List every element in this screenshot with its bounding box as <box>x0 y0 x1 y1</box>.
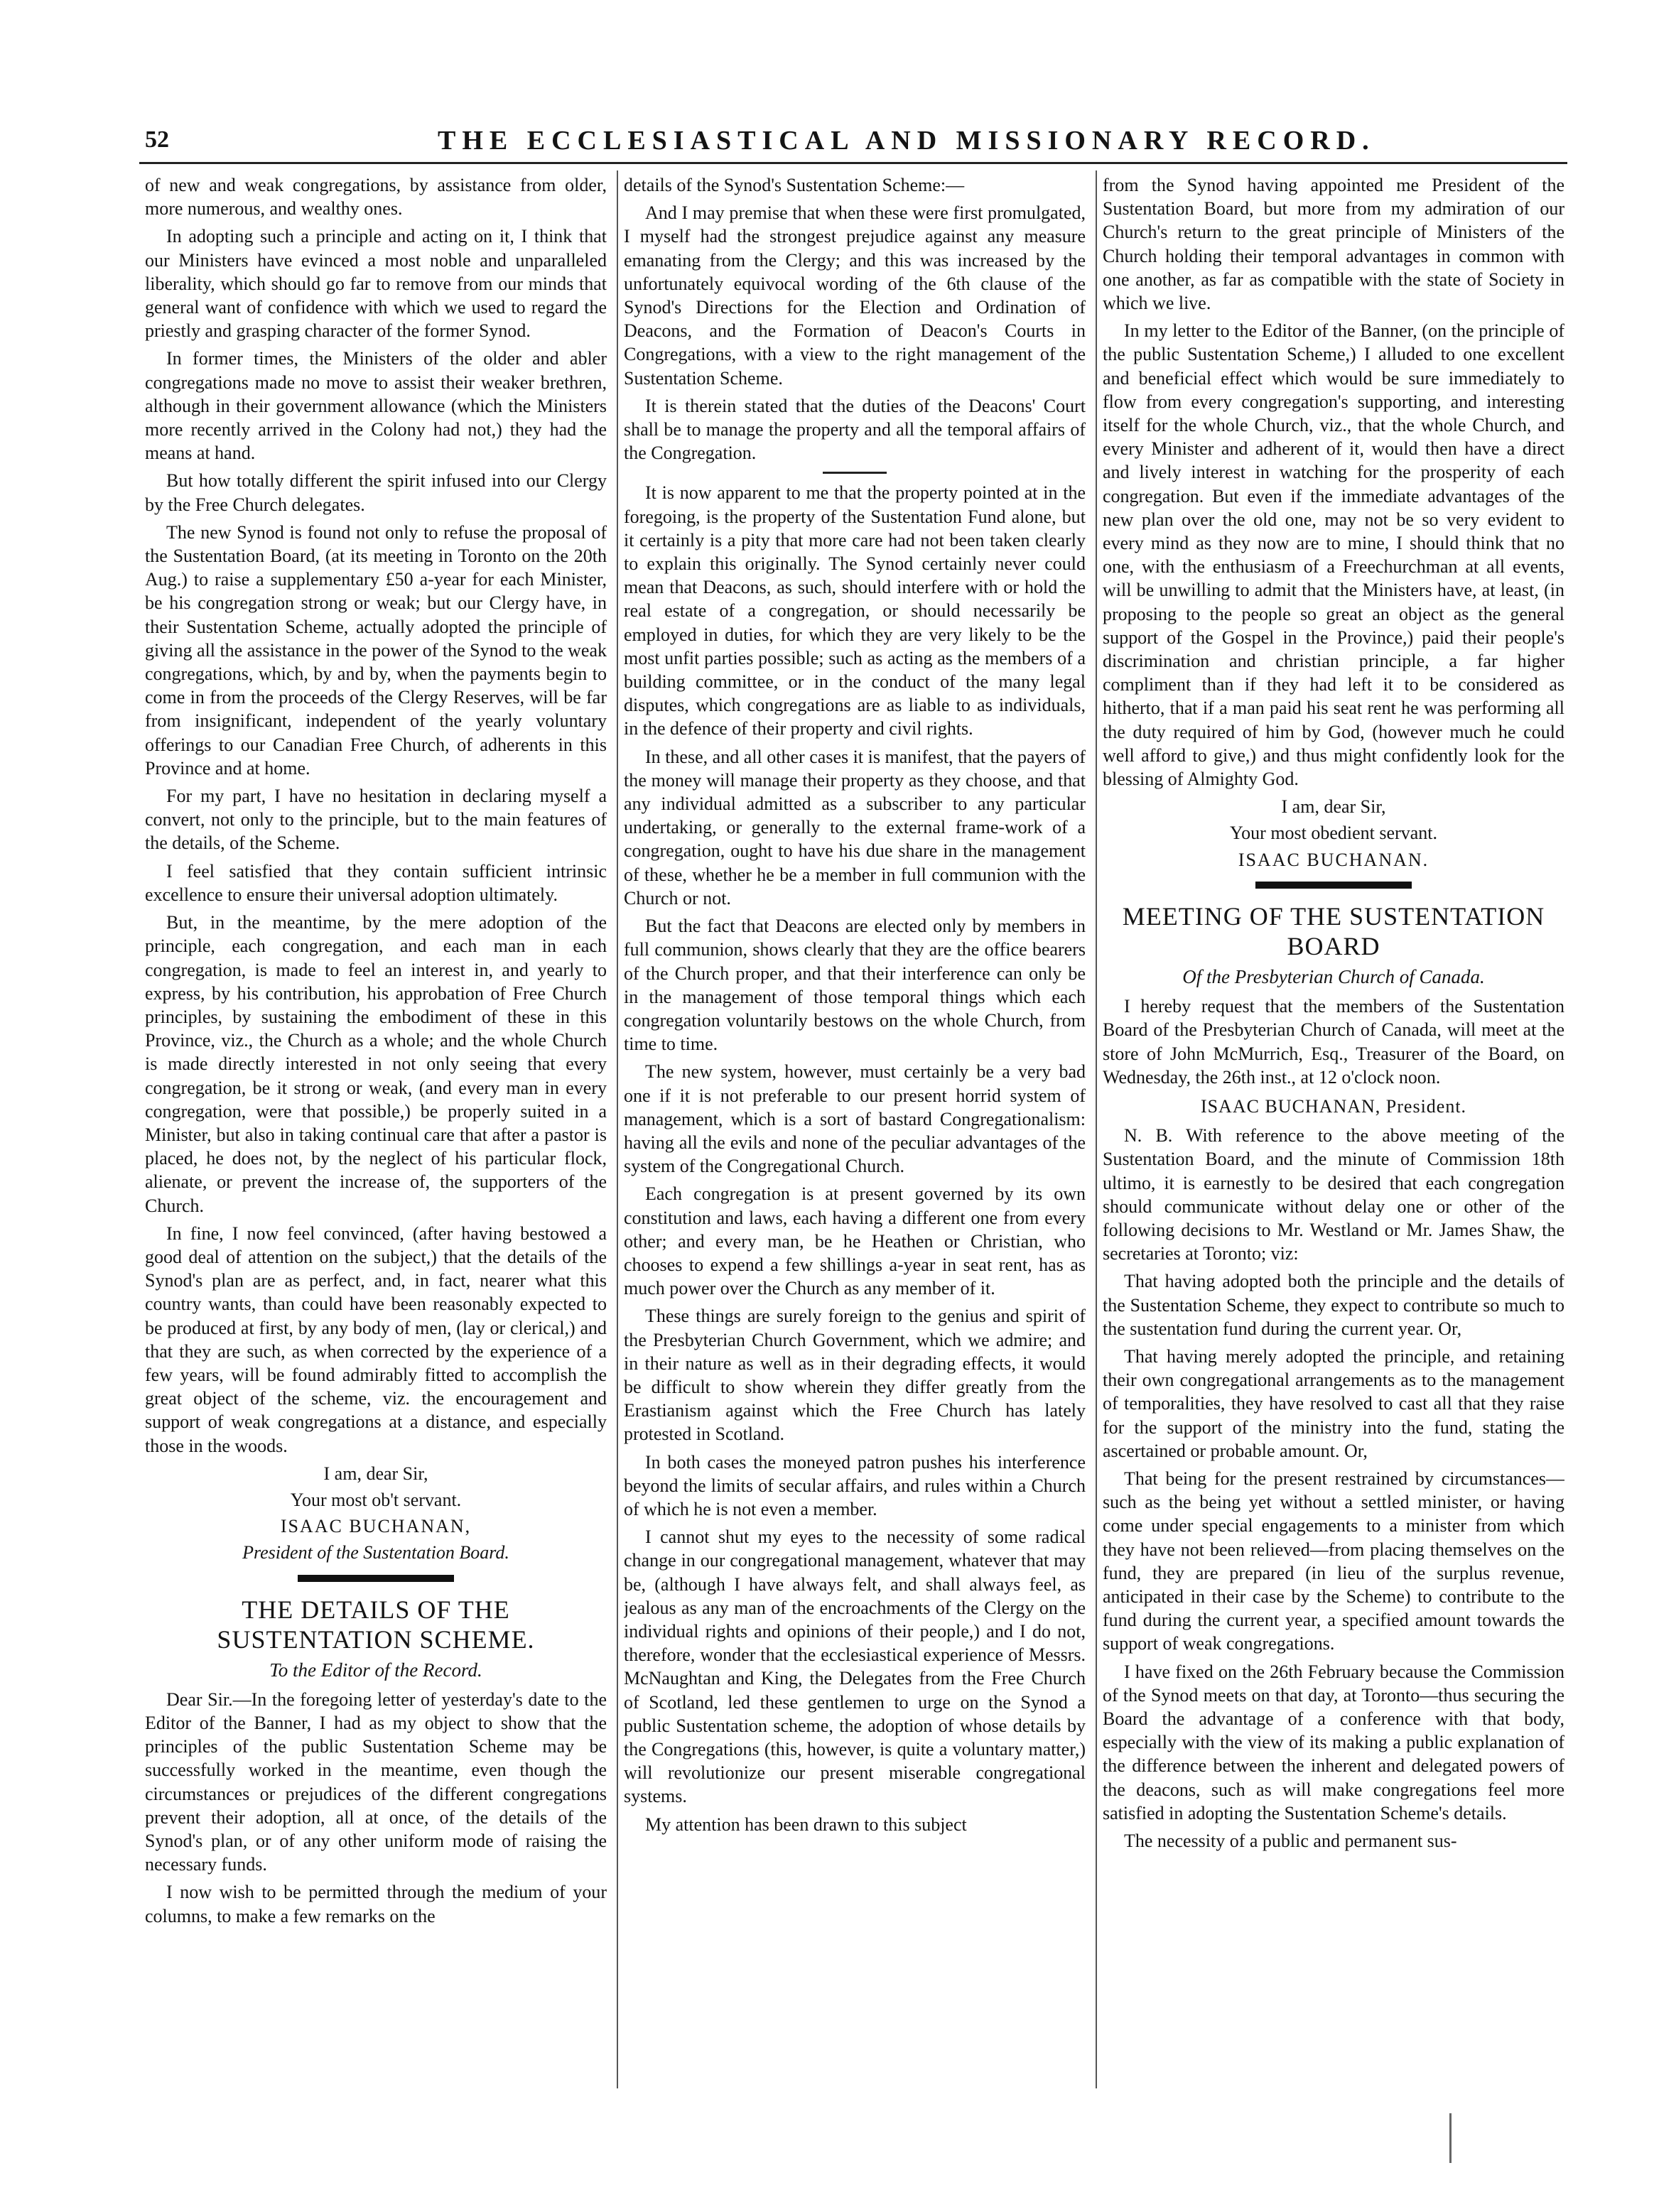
paragraph-divider <box>823 472 887 474</box>
page-number: 52 <box>145 126 169 153</box>
paragraph: Each congregation is at present governed by its own constitution and laws, each having a different one from every other; and every man, be he Heathen or Christian, who chooses to expend a few shillings a-year in seat rent, has as much power over the Church as any member of it. <box>624 1183 1086 1299</box>
paragraph: And I may premise that when these were first promulgated, I myself had the strongest prejudice against any measure emanating from the Clergy; and this was increased by the unfortunately equivocal wording of the 6th clause of the Synod's Directions for the Election and Ordination of Deacons, and the Formation of Deacon's Courts in Congregations, with a view to the right management of the Sustentation Scheme. <box>624 202 1086 389</box>
letter-closing: I am, dear Sir, <box>323 1463 428 1484</box>
paragraph: My attention has been drawn to this subject <box>645 1813 967 1835</box>
letter-closing: Your most obedient servant. <box>1229 823 1437 844</box>
paragraph: I hereby request that the members of the Sustentation Board of the Presbyterian Church of Canada, will meet at the store of John McMurrich, Esq., Treasurer of the Board, on Wednesday, the 26th inst., at 12 o'clock noon. <box>1103 996 1564 1088</box>
paragraph: In these, and all other cases it is manifest, that the payers of the money will manage their property as they choose, and that any individual admitted as a subscriber to any particular undertaking, or generally to the external frame-work of a congregation, ought to have his due share in the management of these, whether he be a member in full communion with the Church or not. <box>624 746 1086 909</box>
print-mark <box>1449 2113 1452 2163</box>
paragraph: It is now apparent to me that the property pointed at in the foregoing, is the property of the Sustentation Fund alone, but it certainly is a pity that more care had not been taken clearly to explain this originally. The Synod certainly never could mean that Deacons, as such, should interfere with or hold the real estate of a congregation, or should necessarily be employed in duties, for which they are very likely to be the most unfit parties possible; such as acting as the members of a building committee, or in the conduct of the many legal disputes, which congregations are as liable to as individuals, in the defence of their property and civil rights. <box>624 482 1086 739</box>
paragraph: from the Synod having appointed me President of the Sustentation Board, but more from my admiration of our Church's return to the great principle of Ministers of the Church holding their temporal advantages in common with one another, as far as compatible with the state of Society in which we live. <box>1103 175 1564 314</box>
column-2 <box>624 173 1086 2091</box>
article-subheading: To the Editor of the Record. <box>269 1659 482 1681</box>
signature-president: ISAAC BUCHANAN, President. <box>1200 1095 1467 1117</box>
column-divider-left <box>617 170 618 2088</box>
column-divider-right <box>1096 170 1097 2088</box>
paragraph: details of the Synod's Sustentation Scheme:— <box>624 175 965 195</box>
paragraph: That having adopted both the principle and the details of the Sustentation Scheme, they expect to contribute so much to the sustentation fund during the current year. Or, <box>1103 1271 1564 1339</box>
paragraph: The new system, however, must certainly be a very bad one if it is not preferable to our present horrid system of management, which is a sort of bastard Congregationalism: having all the evils and none of the peculiar advantages of the system of the Congregational Church. <box>624 1061 1086 1177</box>
paragraph: N. B. With reference to the above meeting of the Sustentation Board, and the minute of Commission 18th ultimo, it is earnestly to be desired that each congregation should communicate without delay one or other of the following decisions to Mr. Westland or Mr. James Shaw, the secretaries at Toronto; viz: <box>1103 1125 1564 1264</box>
column-3 <box>1103 173 1564 2091</box>
paragraph: These things are surely foreign to the genius and spirit of the Presbyterian Church Government, which we admire; and in their nature as well as in their degrading effects, it would be difficult to show wherein they differ greatly from the Erastianism against which the Free Church has lately protested in Scotland. <box>624 1306 1086 1445</box>
signature-name: ISAAC BUCHANAN, <box>280 1516 472 1537</box>
header-rule <box>139 162 1567 164</box>
page-header <box>139 126 1567 158</box>
letter-closing: I am, dear Sir, <box>1281 796 1386 818</box>
paragraph: But, in the meantime, by the mere adoption of the principle, each congregation, and each man in each congregation, is made to feel an interest in, and yearly to express, by his contribution, his approbation of Free Church principles, by sustaining the embodiment of these in this Province, viz., the Church as a whole; and the whole Church is made directly interested in not only seeing that every congregation, be it strong or weak, (and every man in every congregation, were that possible,) be properly suited in a Minister, but also in taking continual care that after a pastor is placed, he does not, by the neglect of his particular flock, alienate, or prevent the increase of, the supporters of the Church. <box>145 912 607 1216</box>
paragraph: of new and weak congregations, by assistance from older, more numerous, and wealthy ones. <box>145 175 607 219</box>
running-title: THE ECCLESIASTICAL AND MISSIONARY RECORD. <box>438 126 1375 156</box>
section-divider <box>1255 882 1412 889</box>
signature-name: ISAAC BUCHANAN. <box>1238 849 1429 870</box>
article-heading: MEETING OF THE SUSTENTATION BOARD <box>1122 901 1545 960</box>
paragraph: In my letter to the Editor of the Banner, (on the principle of the public Sustentation Scheme,) I alluded to one excellent and beneficial effect which would be sure immediately to flow from every congregation's supporting, and interesting itself for the whole Church, viz., that the whole Church, and every Minister and adherent of it, would then have a direct and lively interest in watching for the prosperity of each congregation. But even if the immediate advantages of the new plan over the old one, may not be so very evident to every mind as they now are to mine, I should think that no one, with the enthusiasm of a Freechurchman at all events, will be unwilling to admit that the Ministers have, at least, (in proposing to the people so great an object as the general support of the Gospel in the Province,) paid their people's discrimination and christian principle, a far higher compliment than if they had left it to be considered as hitherto, that if a man paid his seat rent he was performing all the duty required of him by God, (however much he could well afford to give,) and thus might confidently look for the blessing of Almighty God. <box>1103 320 1564 790</box>
paragraph: In former times, the Ministers of the older and abler congregations made no move to assist their weaker brethren, although in their government allowance (which the Ministers more recently arrived in the Colony had not,) they had the means at hand. <box>145 348 607 464</box>
column-1 <box>145 173 607 2091</box>
paragraph: The necessity of a public and permanent sus- <box>1124 1831 1457 1851</box>
paragraph: That being for the present restrained by circumstances—such as the being yet without a settled minister, or having come under special engagements to a minister from which they have not been relieved—from placing themselves on the fund, they are prepared (in lieu of the surplus revenue, anticipated in their case by the Scheme) to contribute to the fund during the current year, a specified amount towards the support of weak congregations. <box>1103 1468 1564 1654</box>
paragraph: I feel satisfied that they contain sufficient intrinsic excellence to ensure their universal adoption ultimately. <box>145 860 607 905</box>
paragraph: But the fact that Deacons are elected only by members in full communion, shows clearly that they are the office bearers of the Church proper, and that their interference can only be in the management of those temporal things which each congregation voluntarily bestows on the whole Church, from time to time. <box>624 916 1086 1055</box>
paragraph: That having merely adopted the principle, and retaining their own congregational arrangements as to the management of temporalities, they have resolved to cast all that they raise for the support of the ministry into the fund, stating the ascertained or probable amount. Or, <box>1103 1345 1564 1461</box>
article-subheading: Of the Presbyterian Church of Canada. <box>1182 965 1485 987</box>
paragraph: In both cases the moneyed patron pushes his interference beyond the limits of secular affairs, and rules within a Church of which he is not even a member. <box>624 1451 1086 1519</box>
paragraph: I now wish to be permitted through the medium of your columns, to make a few remarks on the <box>145 1882 607 1926</box>
paragraph: I have fixed on the 26th February because the Commission of the Synod meets on that day, at Toronto—thus securing the Board the advantage of a conference with that body, especially with the view of its making a public explanation of the difference between the inherent and delegated powers of the deacons, such as will make congregations feel more satisfied in adopting the Sustentation Scheme's details. <box>1103 1661 1564 1823</box>
paragraph: In adopting such a principle and acting on it, I think that our Ministers have evinced a most noble and unparalleled liberality, which should go far to remove from our minds that general want of confidence with which we used to regard the priestly and grasping character of the former Synod. <box>145 226 607 342</box>
paragraph: In fine, I now feel convinced, (after having bestowed a good deal of attention on the subject,) that the details of the Synod's plan are as perfect, and, in fact, nearer what this country wants, than could have been reasonably expected to be produced at first, by any body of men, (lay or clerical,) and that they are such, as when corrected by the experience of a few years, will be found admirably fitted to accomplish the great object of the scheme, viz. the encouragement and support of weak congregations at a distance, and especially those in the woods. <box>145 1222 607 1456</box>
paragraph: I cannot shut my eyes to the necessity of some radical change in our congregational management, whatever that may be, (although I have always felt, and shall always feel, as jealous as any man of the encroachments of the Clergy on the individual rights and opinions of their people,) and I do not, therefore, wonder that the ecclesiastical experience of Messrs. McNaughtan and King, the Delegates from the Free Church of Scotland, led these gentlemen to urge on the Synod a public Sustentation scheme, the adoption of whose details by the Congregations (this, however, is quite a voluntary matter,) will revolutionize our present miserable congregational systems. <box>624 1527 1086 1807</box>
paragraph: But how totally different the spirit infused into our Clergy by the Free Church delegates. <box>145 470 607 515</box>
paragraph: Dear Sir.—In the foregoing letter of yesterday's date to the Editor of the Banner, I had as my object to show that the principles of the public Sustentation Scheme may be successfully worked in the meantime, even though the circumstances or prejudices of the different congregations prevent their adoption, all at once, of the details of the Synod's plan, or of any other uniform mode of raising the necessary funds. <box>145 1688 607 1875</box>
paragraph: It is therein stated that the duties of the Deacons' Court shall be to manage the property and all the temporal affairs of the Congregation. <box>624 395 1086 464</box>
article-heading: THE DETAILS OF THE SUSTENTATION SCHEME. <box>217 1595 535 1654</box>
section-divider <box>298 1575 454 1582</box>
signature-title: President of the Sustentation Board. <box>242 1542 509 1563</box>
paragraph: For my part, I have no hesitation in declaring myself a convert, not only to the principle, but to the main features of the details, of the Scheme. <box>145 786 607 854</box>
paragraph: The new Synod is found not only to refuse the proposal of the Sustentation Board, (at its meeting in Toronto on the 20th Aug.) to raise a supplementary £50 a-year for each Minister, be his congregation strong or weak; but our Clergy have, in their Sustentation Scheme, actually adopted the principle of giving all the assistance in the power of the Synod to the weak congregations, which, by and by, when the payments begin to come in from the proceeds of the Clergy Reserves, will be far from insignificant, independent of the yearly voluntary offerings to our Canadian Free Church, of adherents in this Province and at home. <box>145 521 607 779</box>
letter-closing: Your most ob't servant. <box>290 1489 462 1510</box>
